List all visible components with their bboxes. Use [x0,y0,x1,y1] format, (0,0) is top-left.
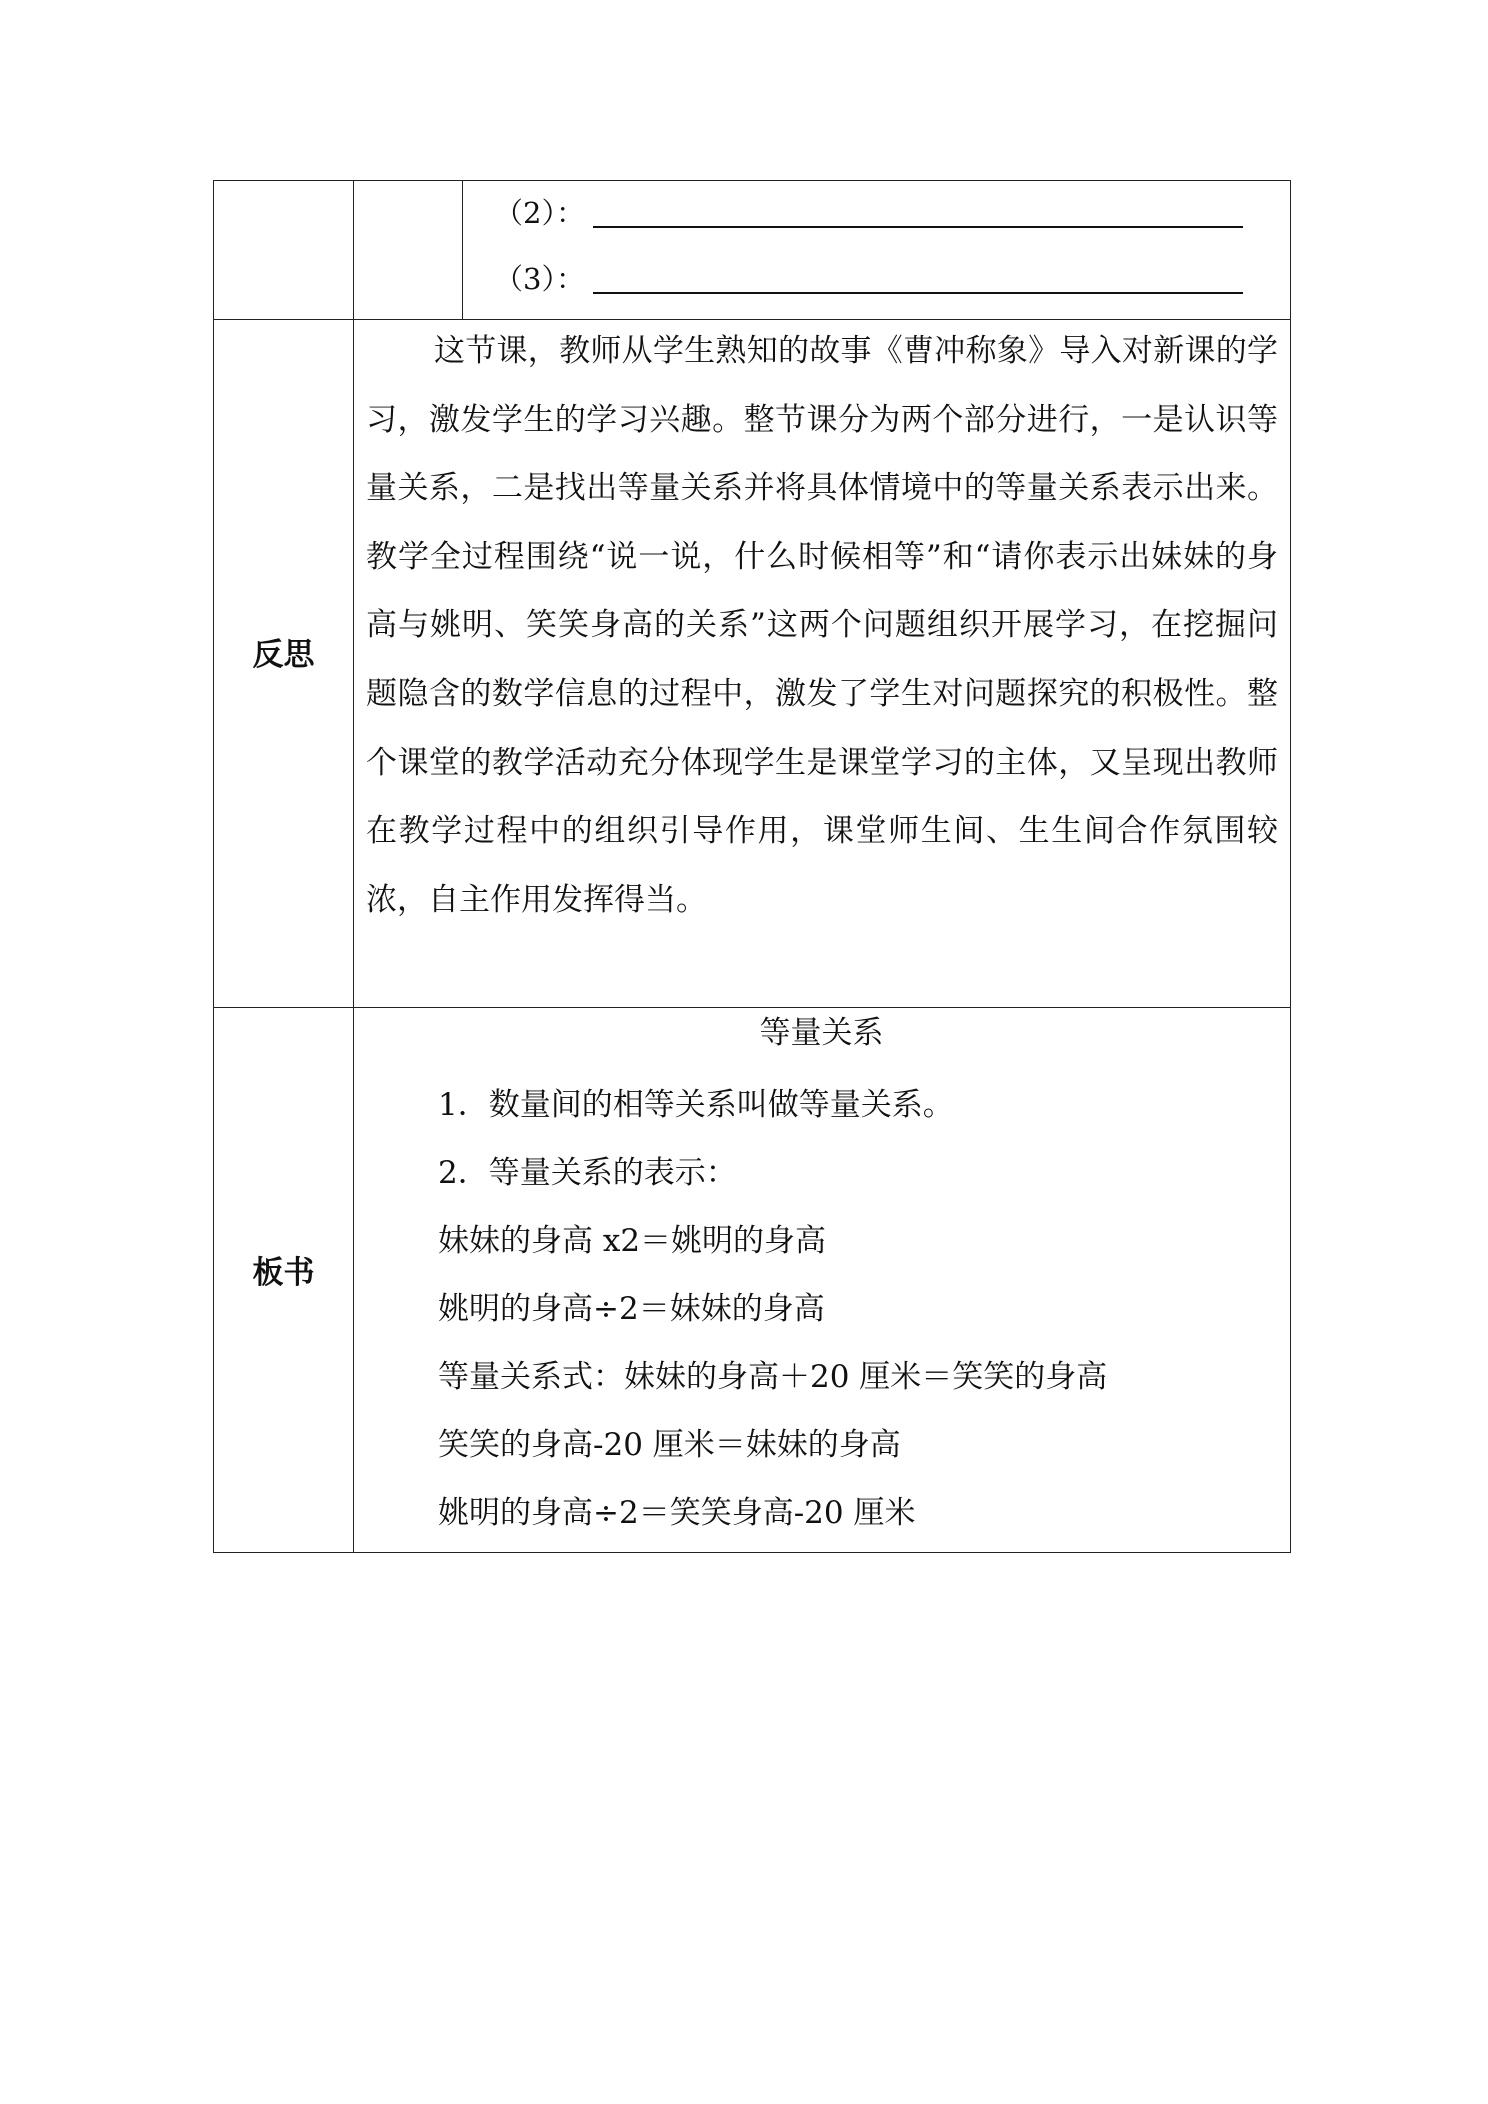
blackboard-title: 等量关系 [759,1015,884,1051]
blackboard-line: 姚明的身高÷2＝妹妹的身高 [438,1291,825,1327]
blackboard-line: 2．等量关系的表示： [438,1155,737,1191]
blackboard-line: 1．数量间的相等关系叫做等量关系。 [438,1087,954,1123]
blank-item-2 [494,191,1243,232]
fill-in-blank[interactable] [593,226,1243,228]
reflection-text: 这节课，教师从学生熟知的故事《曹冲称象》导入对新课的学习，激发学生的学习兴趣。整节课分为两个部分进行，一是认识等量关系，二是找出等量关系并将具体情境中的等量关系表示出来。教学全过程围绕“说一说，什么时候相等”和“请你表示出妹妹的身高与姚明、笑笑身高的关系”这两个问题组织开展学习，在挖掘问题隐含的数学信息的过程中，激发了学生对问题探究的积极性。整个课堂的教学活动充分体现学生是课堂学习的主体，又呈现出教师在教学过程中的组织引导作用，课堂师生间、生生间合作氛围较浓，自主作用发挥得当。 [366,333,1278,918]
blackboard-line: 妹妹的身高 x2＝姚明的身高 [438,1223,827,1259]
blackboard-line: 姚明的身高÷2＝笑笑身高-20 厘米 [438,1495,916,1531]
blank-label: （2）： [494,196,585,230]
lesson-plan-table [213,180,1291,1553]
blank-label: （3）： [494,262,585,296]
blank-item-3 [494,257,1243,298]
fill-in-blank[interactable] [593,292,1243,294]
blackboard-line: 笑笑的身高-20 厘米＝妹妹的身高 [438,1427,901,1463]
reflection-label: 反思 [252,637,315,673]
blackboard-line: 等量关系式：妹妹的身高＋20 厘米＝笑笑的身高 [438,1359,1108,1395]
column-divider [462,181,463,319]
column-divider [353,181,354,1552]
blackboard-label: 板书 [252,1255,315,1291]
